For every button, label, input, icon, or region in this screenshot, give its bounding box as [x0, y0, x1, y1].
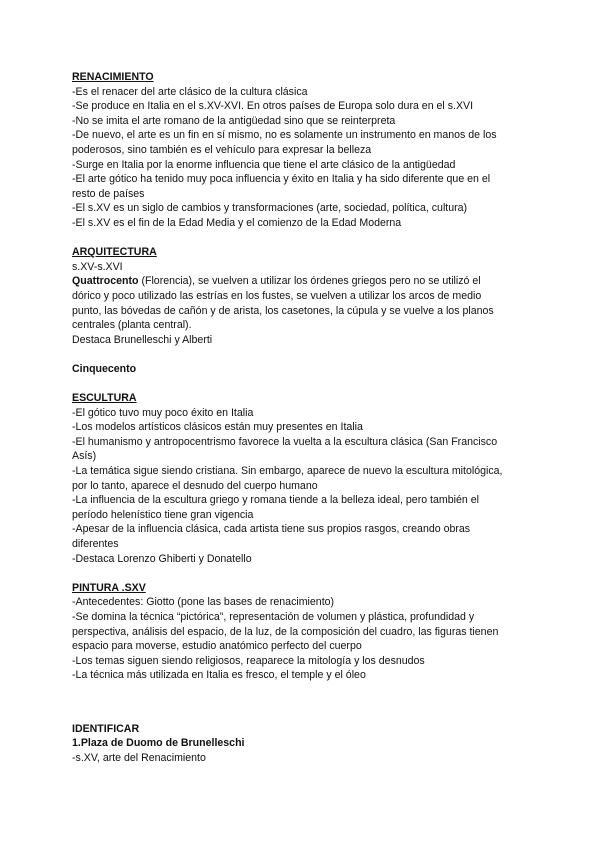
text-line: perspectiva, análisis del espacio, de la luz, de la composición del cuadro, las figuras tienen [72, 625, 499, 638]
text-line: -Es el renacer del arte clásico de la cultura clásica [72, 85, 308, 98]
quattrocento-line [72, 274, 540, 289]
text-line: dórico y poco utilizado las estrías en los fustes, se vuelven a utilizar los arcos de medio [72, 289, 482, 302]
cinquecento-heading: Cinquecento [72, 362, 137, 375]
spacer [72, 347, 540, 362]
spacer [72, 566, 540, 581]
quattrocento-label: Quattrocento [72, 275, 139, 288]
period-line: s.XV-s.XVI [72, 260, 123, 273]
section-heading-renacimiento: RENACIMIENTO [72, 71, 154, 83]
text-line: -El humanismo y antropocentrismo favorece la vuelta a la escultura clásica (San Francisco [72, 435, 498, 448]
text-line: -No se imita el arte romano de la antigüedad sino que se reinterpreta [72, 114, 396, 127]
spacer [72, 707, 540, 722]
text-line: -Los temas siguen siendo religiosos, reaparece la mitología y los desnudos [72, 654, 425, 667]
text-line: espacio para moverse, estudio anatómico perfecto del cuerpo [72, 640, 362, 653]
spacer [72, 231, 540, 246]
section-heading-escultura: ESCULTURA [72, 392, 137, 405]
section-heading-arquitectura: ARQUITECTURA [72, 246, 157, 259]
text-line: -El gótico tuvo muy poco éxito en Italia [72, 406, 254, 419]
spacer [72, 376, 540, 391]
section-heading-pintura: PINTURA .SXV [72, 581, 146, 594]
text-line: punto, las bóvedas de cañón y de arista, los casetones, la cúpula y se vuelve a los planos [72, 304, 494, 317]
section-heading-identificar: IDENTIFICAR [72, 722, 140, 735]
text-line: período helenístico tiene gran vigencia [72, 508, 254, 521]
text-line: por lo tanto, aparece el desnudo del cuerpo humano [72, 479, 318, 492]
identify-item-title: 1.Plaza de Duomo de Brunelleschi [72, 737, 245, 750]
identify-item-line: -s.XV, arte del Renacimiento [72, 751, 206, 764]
text-line: resto de países [72, 187, 145, 200]
text-line: -Se domina la técnica “pictórica”, representación de volumen y plástica, profundidad y [72, 610, 475, 623]
text-line: -Se produce en Italia en el s.XV-XVI. En otros países de Europa solo dura en el s.XVI [72, 100, 474, 113]
text-line: -Surge en Italia por la enorme influencia que tiene el arte clásico de la antigüedad [72, 158, 456, 171]
text-line: -El s.XV es un siglo de cambios y transformaciones (arte, sociedad, política, cultura) [72, 202, 468, 215]
text-line: -El s.XV es el fin de la Edad Media y el comienzo de la Edad Moderna [72, 216, 402, 229]
text-line: poderosos, sino también es el vehículo para expresar la belleza [72, 143, 372, 156]
text-line: -Destaca Lorenzo Ghiberti y Donatello [72, 552, 252, 565]
text-line: -Apesar de la influencia clásica, cada artista tiene sus propios rasgos, creando obras [72, 523, 471, 536]
text-line: centrales (planta central). [72, 319, 192, 332]
spacer [72, 683, 540, 707]
text-line: -El arte gótico ha tenido muy poca influencia y éxito en Italia y ha sido diferente que en el [72, 173, 491, 186]
text-line: -La influencia de la escultura griego y romana tiende a la belleza ideal, pero también el [72, 494, 479, 507]
text-line: Asís) [72, 450, 97, 463]
text-line: diferentes [72, 538, 119, 550]
text-line: -Antecedentes: Giotto (pone las bases de renacimiento) [72, 596, 335, 609]
text-line: Destaca Brunelleschi y Alberti [72, 333, 213, 346]
text-line: -De nuevo, el arte es un fin en sí mismo, no es solamente un instrumento en manos de los [72, 129, 497, 142]
text-line: -Los modelos artísticos clásicos están muy presentes en Italia [72, 421, 363, 434]
quattrocento-text: (Florencia), se vuelven a utilizar los órdenes griegos pero no se utilizó el [138, 275, 481, 288]
text-line: -La técnica más utilizada en Italia es fresco, el temple y el óleo [72, 669, 366, 682]
text-line: -La temática sigue siendo cristiana. Sin embargo, aparece de nuevo la escultura mitológica, [72, 465, 503, 478]
